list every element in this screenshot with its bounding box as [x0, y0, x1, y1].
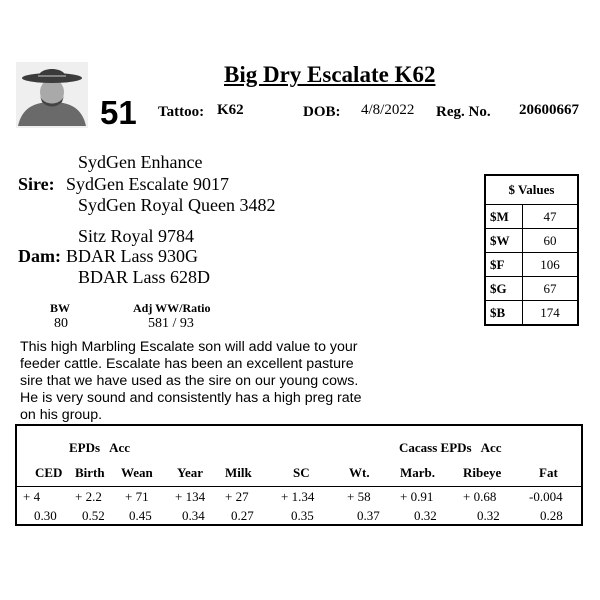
dollar-value-amount: 106 [523, 253, 579, 277]
epd-accuracy: 0.28 [540, 508, 563, 523]
dollar-value-row [485, 205, 578, 229]
bw-value: 80 [54, 316, 68, 331]
epd-divider [17, 486, 581, 487]
dollar-value-row [485, 253, 578, 277]
epd-accuracy: 0.32 [477, 508, 500, 523]
epd-accuracy: 0.27 [231, 508, 254, 523]
reg-label: Reg. No. [436, 104, 491, 120]
epd-accuracy: 0.45 [129, 508, 152, 523]
dollar-value-label: $B [485, 301, 523, 326]
dob-label: DOB: [303, 104, 341, 120]
dollar-values-table [484, 174, 579, 326]
dollar-value-row [485, 277, 578, 301]
dollar-value-amount: 47 [523, 205, 579, 229]
dollar-value-amount: 174 [523, 301, 579, 326]
dollar-value-row [485, 229, 578, 253]
col-birth: Birth [75, 465, 105, 480]
epd-table [15, 424, 583, 526]
dollar-values-header: $ Values [485, 175, 578, 205]
epd-accuracy: 0.37 [357, 508, 380, 523]
epd-value: -0.004 [529, 489, 563, 504]
epd-value: + 0.91 [400, 489, 434, 504]
tattoo-value: K62 [217, 102, 244, 118]
animal-title: Big Dry Escalate K62 [224, 62, 436, 87]
sire-label: Sire: [18, 174, 55, 194]
dob-value: 4/8/2022 [361, 102, 415, 118]
col-fat: Fat [539, 465, 558, 480]
epd-accuracy: 0.32 [414, 508, 437, 523]
col-marb: Marb. [400, 465, 436, 480]
carcass-group-label: Cacass EPDs Acc [399, 440, 502, 455]
epd-value: + 1.34 [281, 489, 315, 504]
epd-value: + 71 [125, 489, 149, 504]
dam-sire: Sitz Royal 9784 [78, 226, 194, 246]
dollar-value-row [485, 301, 578, 326]
epd-value: + 4 [23, 489, 41, 504]
epd-value: + 134 [175, 489, 206, 504]
ww-value: 581 / 93 [148, 316, 194, 331]
sire-sire: SydGen Enhance [78, 152, 203, 172]
tattoo-label: Tattoo: [158, 104, 205, 120]
dollar-value-label: $F [485, 253, 523, 277]
col-wt: Wt. [349, 465, 370, 480]
dollar-value-amount: 60 [523, 229, 579, 253]
lot-number: 51 [100, 94, 137, 131]
epd-value: + 0.68 [463, 489, 497, 504]
description: This high Marbling Escalate son will add value to your feeder cattle. Escalate has been an excellent pasture sire that we have used as the sire on our young cows. He is very sound and consistently has a high preg rate on his group. [20, 339, 362, 423]
dollar-value-amount: 67 [523, 277, 579, 301]
col-wean: Wean [121, 465, 153, 480]
dam-name: BDAR Lass 930G [66, 246, 199, 266]
dam-dam: BDAR Lass 628D [78, 267, 211, 287]
reg-value: 20600667 [519, 102, 579, 118]
col-ribeye: Ribeye [463, 465, 502, 480]
epd-value: + 58 [347, 489, 371, 504]
dollar-value-label: $G [485, 277, 523, 301]
sire-name: SydGen Escalate 9017 [66, 174, 229, 194]
bw-label: BW [50, 301, 71, 315]
ww-label: Adj WW/Ratio [133, 301, 211, 315]
epd-accuracy: 0.30 [34, 508, 57, 523]
col-milk: Milk [225, 465, 252, 480]
sire-dam: SydGen Royal Queen 3482 [78, 195, 276, 215]
dollar-value-label: $W [485, 229, 523, 253]
epd-group-label: EPDs Acc [69, 440, 131, 455]
epd-value: + 2.2 [75, 489, 102, 504]
epd-value: + 27 [225, 489, 249, 504]
owner-photo [16, 62, 88, 128]
epd-accuracy: 0.35 [291, 508, 314, 523]
epd-accuracy: 0.34 [182, 508, 205, 523]
col-ced: CED [35, 465, 63, 480]
col-sc: SC [293, 465, 310, 480]
col-year: Year [177, 465, 203, 480]
dollar-value-label: $M [485, 205, 523, 229]
dam-label: Dam: [18, 246, 61, 266]
epd-accuracy: 0.52 [82, 508, 105, 523]
